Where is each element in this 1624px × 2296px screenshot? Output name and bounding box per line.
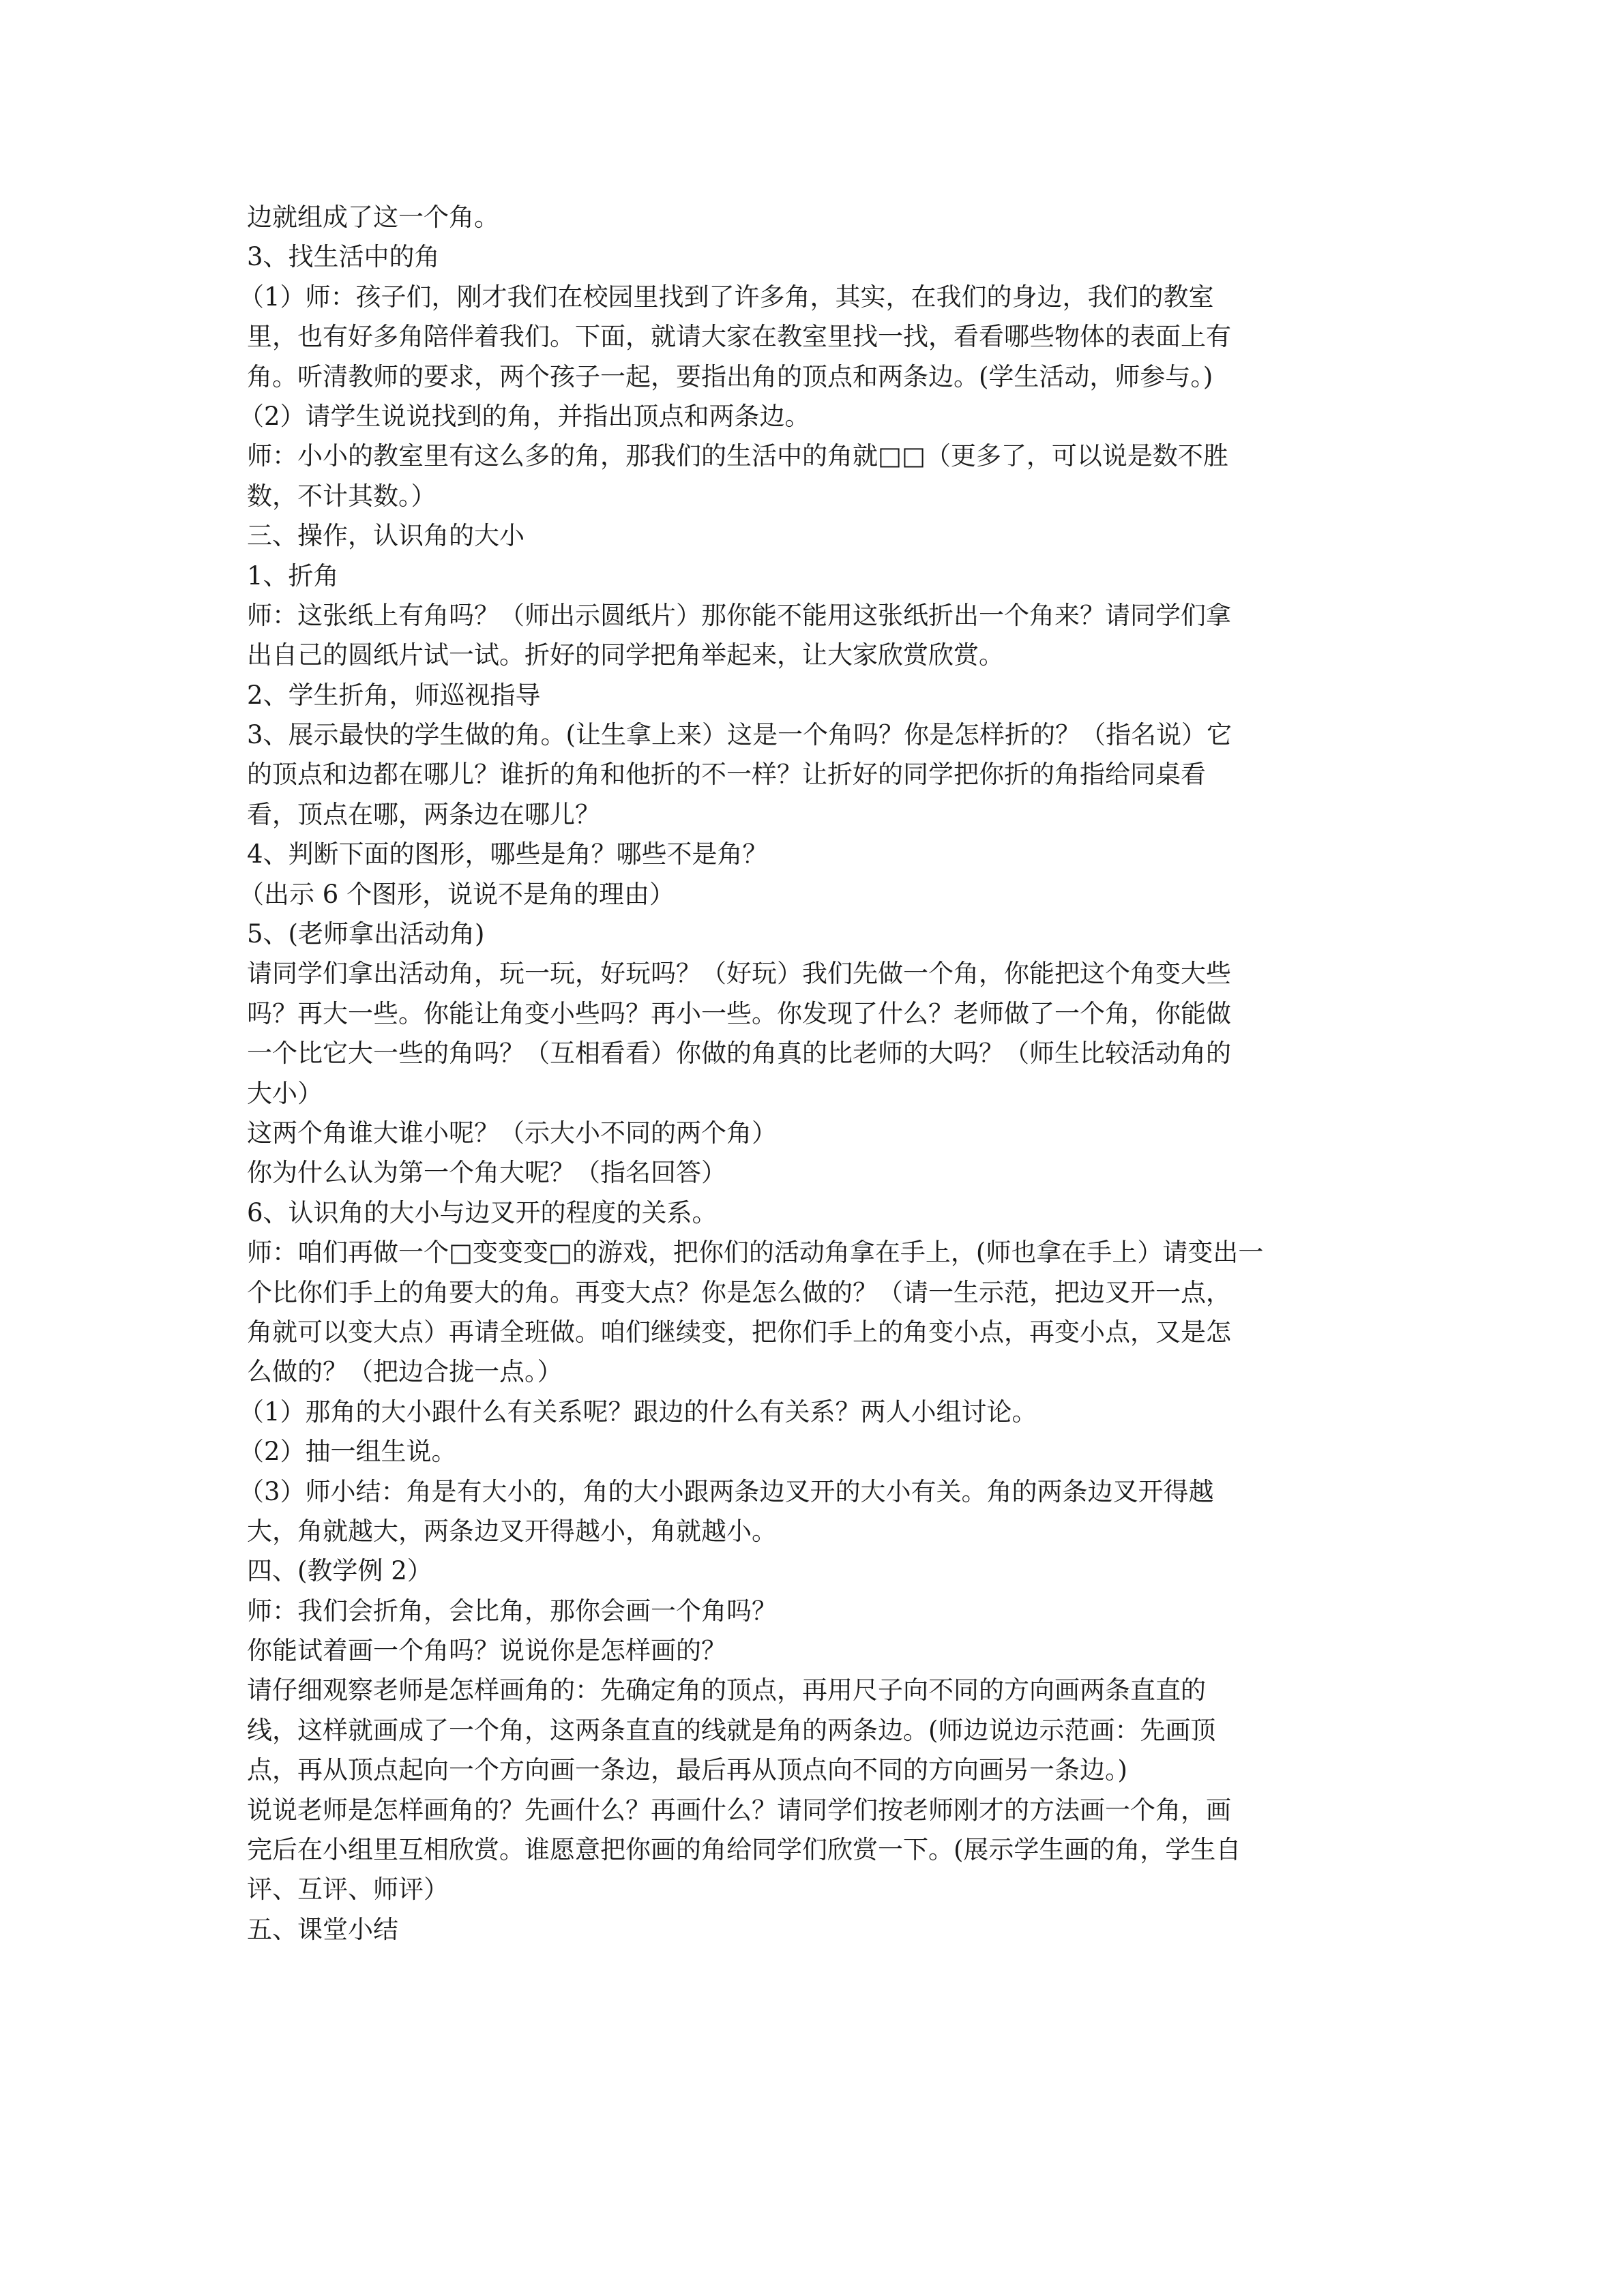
text-line: 请同学们拿出活动角，玩一玩，好玩吗？（好玩）我们先做一个角，你能把这个角变大些 [247, 959, 1231, 989]
text-line: 线，这样就画成了一个角，这两条直直的线就是角的两条边。(师边说边示范画：先画顶 [247, 1715, 1216, 1745]
section-heading: 3、找生活中的角 [247, 242, 440, 272]
section-heading: 三、操作，认识角的大小 [247, 521, 525, 551]
text-line: 出自己的圆纸片试一试。折好的同学把角举起来，让大家欣赏欣赏。 [247, 640, 1004, 670]
text-line: 3、展示最快的学生做的角。(让生拿上来）这是一个角吗？你是怎样折的？（指名说）它 [247, 720, 1232, 750]
text-line: 你能试着画一个角吗？说说你是怎样画的？ [247, 1636, 726, 1666]
text-line: 说说老师是怎样画角的？先画什么？再画什么？请同学们按老师刚才的方法画一个角，画 [247, 1795, 1231, 1825]
text-line: 点，再从顶点起向一个方向画一条边，最后再从顶点向不同的方向画另一条边。) [247, 1755, 1127, 1785]
section-heading: 四、(教学例 2） [247, 1556, 432, 1586]
text-line: （2）请学生说说找到的角，并指出顶点和两条边。 [239, 401, 810, 431]
text-line: （出示 6 个图形，说说不是角的理由） [239, 879, 675, 909]
text-line: 边就组成了这一个角。 [247, 203, 499, 232]
text-line: 大，角就越大，两条边叉开得越小，角就越小。 [247, 1516, 777, 1546]
text-line: 个比你们手上的角要大的角。再变大点？你是怎么做的？（请一生示范，把边叉开一点， [247, 1277, 1231, 1307]
text-line: 师：这张纸上有角吗？（师出示圆纸片）那你能不能用这张纸折出一个角来？请同学们拿 [247, 600, 1231, 630]
text-line: （1）师：孩子们，刚才我们在校园里找到了许多角，其实，在我们的身边，我们的教室 [239, 282, 1214, 312]
text-line: 评、互评、师评） [247, 1875, 449, 1905]
section-heading: 2、学生折角，师巡视指导 [247, 680, 541, 710]
text-line: 请仔细观察老师是怎样画角的：先确定角的顶点，再用尺子向不同的方向画两条直直的 [247, 1675, 1206, 1705]
section-heading: 1、折角 [247, 561, 339, 591]
text-line: 数，不计其数。） [247, 481, 437, 511]
text-line: 看，顶点在哪，两条边在哪儿？ [247, 799, 600, 829]
section-heading: 6、认识角的大小与边叉开的程度的关系。 [247, 1197, 718, 1227]
text-line: （3）师小结：角是有大小的，角的大小跟两条边叉开的大小有关。角的两条边叉开得越 [239, 1476, 1214, 1506]
text-line: 师：小小的教室里有这么多的角，那我们的生活中的角就□□（更多了，可以说是数不胜 [247, 441, 1228, 471]
text-line: 的顶点和边都在哪儿？谁折的角和他折的不一样？让折好的同学把你折的角指给同桌看 [247, 760, 1206, 790]
section-heading: 五、课堂小结 [247, 1914, 398, 1944]
text-line: （1）那角的大小跟什么有关系呢？跟边的什么有关系？两人小组讨论。 [239, 1397, 1037, 1427]
text-line: 角。听清教师的要求，两个孩子一起，要指出角的顶点和两条边。(学生活动，师参与。) [247, 361, 1213, 391]
text-line: 角就可以变大点）再请全班做。咱们继续变，把你们手上的角变小点，再变小点，又是怎 [247, 1317, 1231, 1347]
text-line: 大小） [247, 1078, 323, 1108]
text-line: 一个比它大一些的角吗？（互相看看）你做的角真的比老师的大吗？（师生比较活动角的 [247, 1039, 1231, 1069]
text-line: 师：咱们再做一个□变变变□的游戏，把你们的活动角拿在手上，(师也拿在手上）请变出一 [247, 1238, 1264, 1268]
text-line: 里，也有好多角陪伴着我们。下面，就请大家在教室里找一找，看看哪些物体的表面上有 [247, 322, 1231, 352]
text-line: 完后在小组里互相欣赏。谁愿意把你画的角给同学们欣赏一下。(展示学生画的角，学生自 [247, 1835, 1241, 1865]
text-line: 你为什么认为第一个角大呢？（指名回答） [247, 1158, 726, 1188]
text-line: （2）抽一组生说。 [239, 1437, 457, 1467]
text-line: 这两个角谁大谁小呢？（示大小不同的两个角） [247, 1118, 777, 1148]
text-line: 吗？再大一些。你能让角变小些吗？再小一些。你发现了什么？老师做了一个角，你能做 [247, 998, 1231, 1028]
text-line: 么做的？（把边合拢一点。） [247, 1357, 563, 1387]
section-heading: 4、判断下面的图形，哪些是角？哪些不是角？ [247, 839, 768, 869]
section-heading: 5、(老师拿出活动角) [247, 919, 485, 949]
document-body [239, 198, 1393, 1950]
text-line: 师：我们会折角，会比角，那你会画一个角吗？ [247, 1596, 777, 1626]
